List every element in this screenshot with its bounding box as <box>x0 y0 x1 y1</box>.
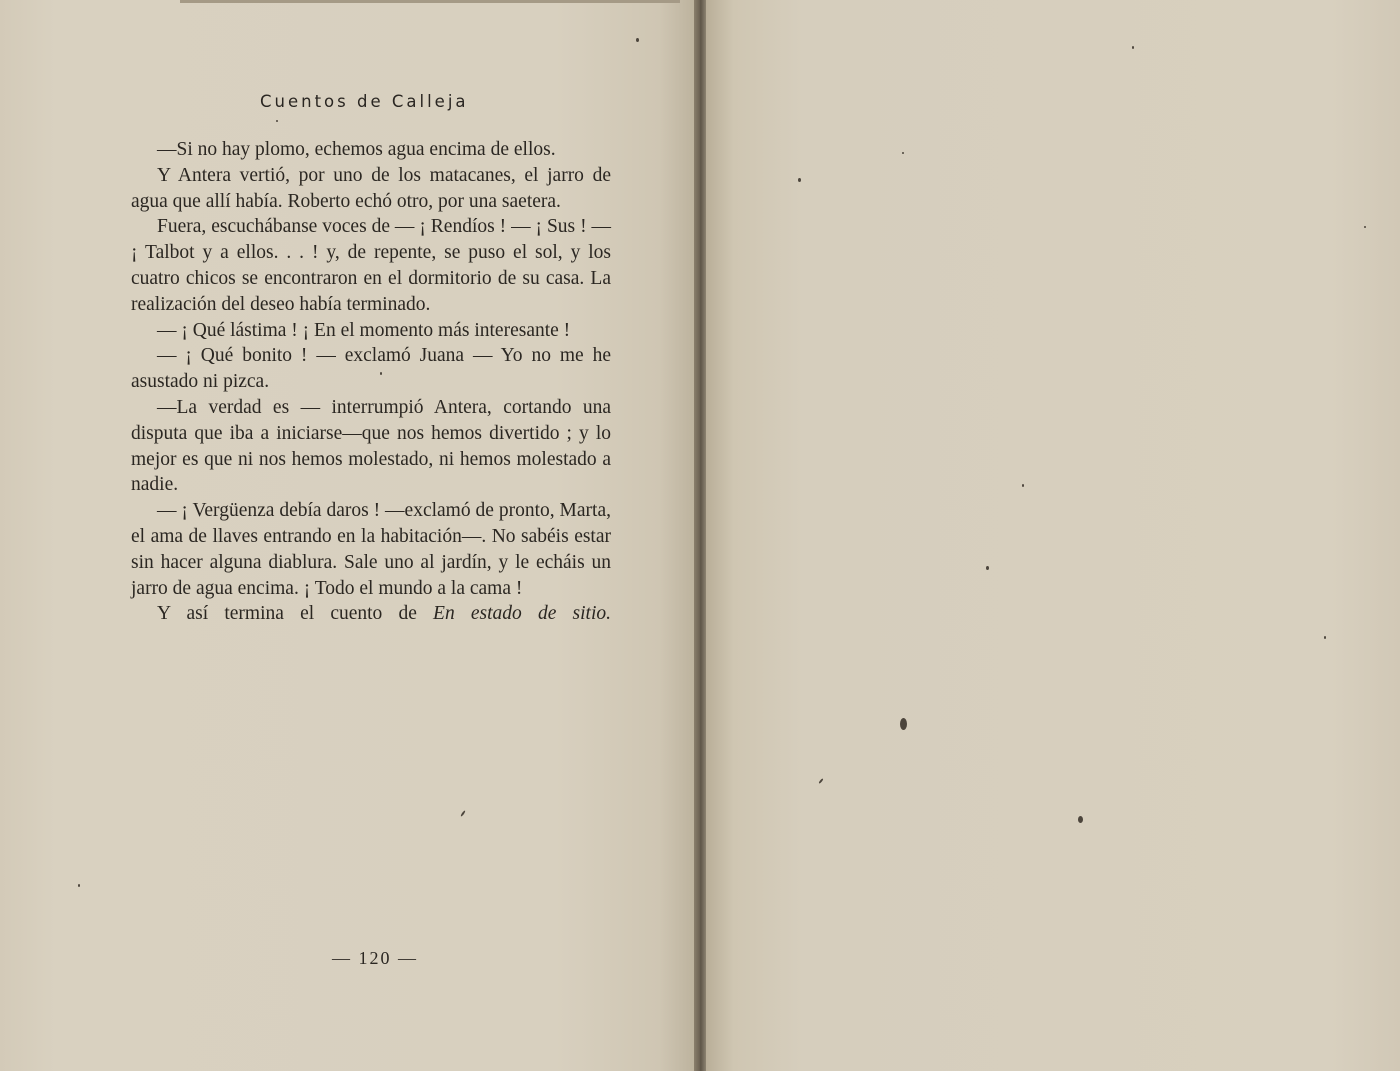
left-page <box>0 0 694 1071</box>
body-text <box>131 137 611 627</box>
paragraph-6: —La verdad es — interrumpió Antera, cortando una disputa que iba a iniciarse—que nos hemos divertido ; y lo mejor es que ni nos hemos molestado, ni hemos molestado a nadie. <box>131 396 611 496</box>
book-gutter <box>694 0 706 1071</box>
paragraph-3: Fuera, escuchábanse voces de — ¡ Rendíos ! — ¡ Sus ! — ¡ Talbot y a ellos. . . ! y, de repente, se puso el sol, y los cuatro chicos se encontraron en el dormitorio de su casa. La realización del deseo había terminado. <box>131 216 611 315</box>
paper-speck <box>276 120 278 122</box>
paper-speck <box>798 178 801 182</box>
paragraph-4: — ¡ Qué lástima ! ¡ En el momento más interesante ! <box>157 319 571 341</box>
paper-speck <box>1078 816 1083 823</box>
paper-speck <box>1364 226 1366 228</box>
page-number: — 120 — <box>332 948 418 968</box>
paper-speck <box>1022 484 1024 487</box>
paragraph-2: Y Antera vertió, por uno de los matacanes, el jarro de agua que allí había. Roberto echó otro, por una saetera. <box>131 164 611 212</box>
paragraph-5: — ¡ Qué bonito ! — exclamó Juana — Yo no me he asustado ni pizca. <box>131 345 611 393</box>
paper-speck <box>818 778 823 784</box>
paper-speck <box>380 372 382 375</box>
paragraph-7: — ¡ Vergüenza debía daros ! —exclamó de pronto, Marta, el ama de llaves entrando en la habitación—. No sabéis estar sin hacer alguna diablura. Sale uno al jardín, y le echáis un jarro de agua encima. ¡ Todo el mundo a la cama ! <box>131 500 611 599</box>
story-title: En estado de sitio. <box>433 603 611 625</box>
paper-speck <box>1132 46 1134 49</box>
paper-speck <box>900 718 907 730</box>
running-head: Cuentos de Calleja <box>260 92 469 111</box>
paragraph-8 <box>131 601 611 627</box>
paragraph-1: —Si no hay plomo, echemos agua encima de ellos. <box>157 139 556 160</box>
closing-line: Y así termina el cuento de <box>157 603 434 625</box>
paper-speck <box>902 152 904 154</box>
paper-speck <box>1324 636 1326 639</box>
page-top-edge <box>180 0 680 3</box>
paper-speck <box>636 38 639 42</box>
paper-speck <box>986 566 989 570</box>
paper-speck <box>460 810 466 817</box>
right-page <box>706 0 1400 1071</box>
paper-speck <box>78 884 80 887</box>
